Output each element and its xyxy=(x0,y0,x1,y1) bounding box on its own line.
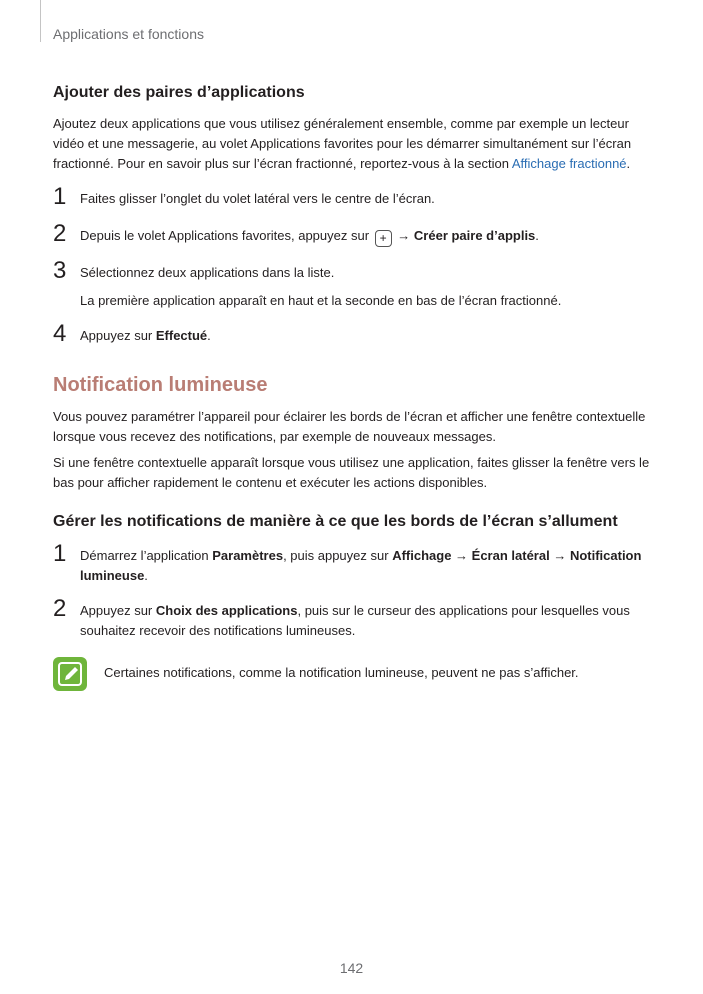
step-text: Faites glisser l’onglet du volet latéral vers le centre de l’écran. xyxy=(80,191,435,206)
step-4 xyxy=(53,320,650,348)
step-number: 3 xyxy=(53,257,67,284)
step-2 xyxy=(53,220,650,248)
step-text: Démarrez l’application Paramètres, puis appuyez sur Affichage → Écran latéral → Notification lumineuse. xyxy=(80,548,642,583)
step-1 xyxy=(53,183,650,211)
plus-icon: + xyxy=(375,230,392,247)
step-number: 1 xyxy=(53,540,67,567)
step-text: Appuyez sur Choix des applications, puis sur le curseur des applications pour lesquelles vous souhaitez recevoir des notifications lumineuses. xyxy=(80,603,630,638)
intro-paragraph: Ajoutez deux applications que vous utilisez généralement ensemble, comme par exemple un lecteur vidéo et une messagerie, au volet Applications favorites pour les démarrer simultanément sur l’écran fractionné. Pour en savoir plus sur l’écran fractionné, reportez-vous à la section Affichage fractionné. xyxy=(53,116,632,171)
step-text: Depuis le volet Applications favorites, appuyez sur + → Créer paire d’applis. xyxy=(80,228,539,245)
step-3 xyxy=(53,257,650,311)
header-rule xyxy=(40,0,41,42)
step-2 xyxy=(53,595,650,641)
note-pencil-icon xyxy=(53,657,87,691)
step-text: Sélectionnez deux applications dans la liste. xyxy=(80,265,335,280)
main-content xyxy=(53,84,650,693)
step-text: Appuyez sur Effectué. xyxy=(80,328,211,343)
step-number: 2 xyxy=(53,220,67,247)
step-subtext: La première application apparaît en haut et la seconde en bas de l’écran fractionné. xyxy=(80,293,562,308)
notification-paragraph-2: Si une fenêtre contextuelle apparaît lorsque vous utilisez une application, faites glisser la fenêtre vers le bas pour afficher rapidement le contenu et exécuter les actions disponibles. xyxy=(53,455,650,490)
split-screen-link[interactable]: Affichage fractionné xyxy=(511,156,627,171)
section-heading-notification: Notification lumineuse xyxy=(53,374,268,396)
page-header: Applications et fonctions xyxy=(53,26,204,42)
step-number: 4 xyxy=(53,320,67,347)
page-number: 142 xyxy=(339,960,364,976)
note-text: Certaines notifications, comme la notification lumineuse, peuvent ne pas s’afficher. xyxy=(104,665,579,680)
section-heading-pairs: Ajouter des paires d’applications xyxy=(53,84,305,101)
note-box xyxy=(53,657,650,693)
notification-paragraph-1: Vous pouvez paramétrer l’appareil pour éclairer les bords de l’écran et afficher une fenêtre contextuelle lorsque vous recevez des notifications, par exemple de nouveaux messages. xyxy=(53,409,646,444)
step-number: 2 xyxy=(53,595,67,622)
step-1 xyxy=(53,540,650,586)
section-heading-edge-lighting: Gérer les notifications de manière à ce que les bords de l’écran s’allument xyxy=(53,513,618,530)
step-number: 1 xyxy=(53,183,67,210)
